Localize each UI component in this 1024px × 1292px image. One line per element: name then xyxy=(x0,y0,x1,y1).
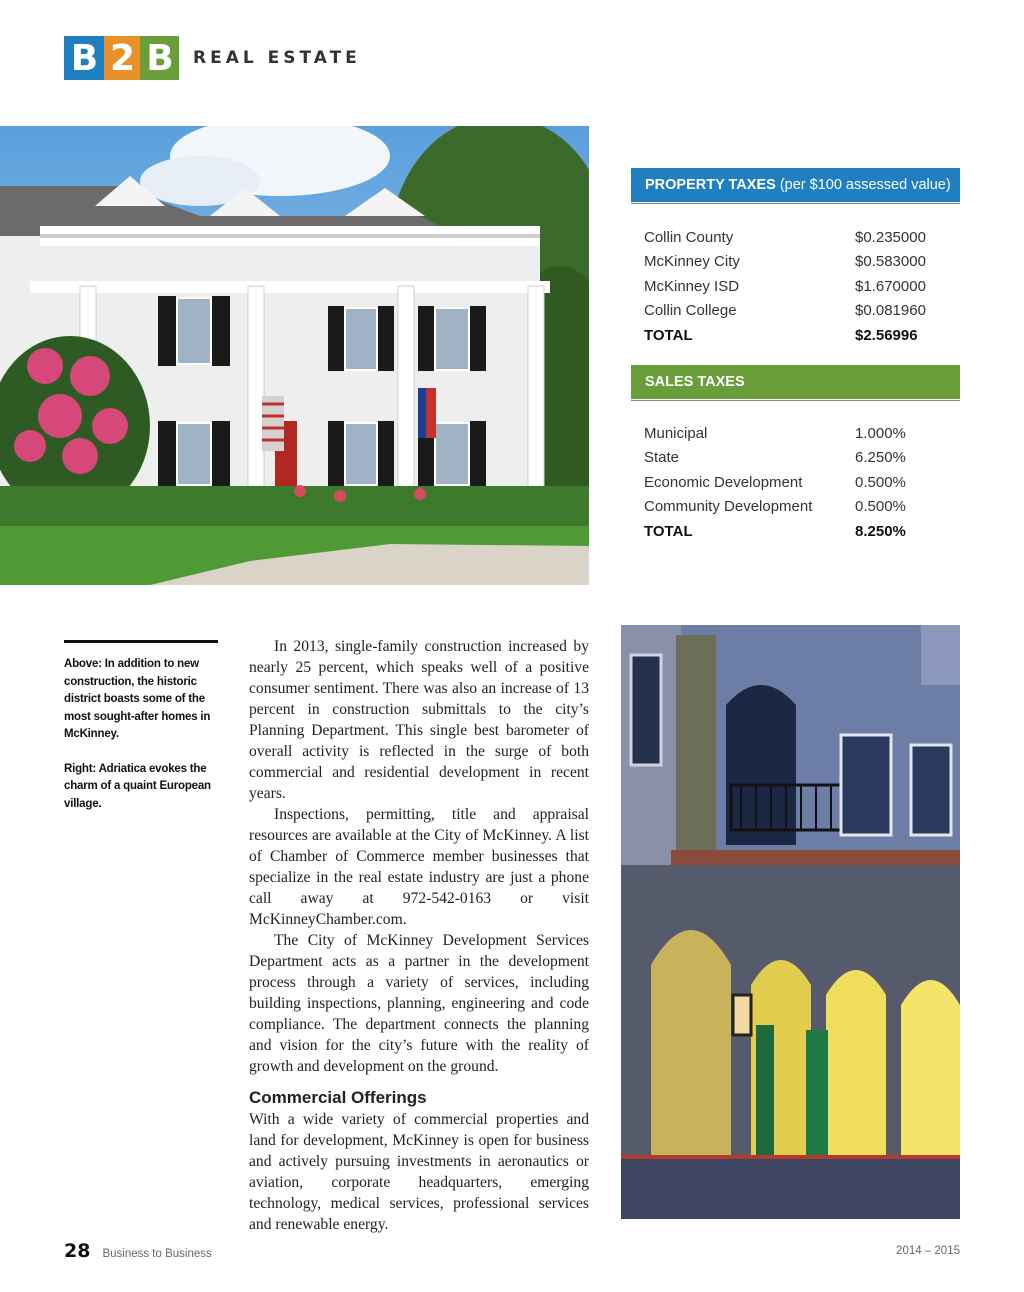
footer-left xyxy=(64,1240,212,1262)
property-taxes-header xyxy=(631,168,960,202)
table-total-row: TOTAL 8.250% xyxy=(644,522,906,540)
sales-taxes-title: SALES TAXES xyxy=(645,374,745,390)
property-taxes-title: PROPERTY TAXES xyxy=(645,177,776,193)
table-total-row: TOTAL $2.56996 xyxy=(644,326,918,344)
sales-taxes-table xyxy=(631,365,960,544)
table-row: Economic Development 0.500% xyxy=(644,473,906,491)
issue-year: 2014 – 2015 xyxy=(896,1245,960,1257)
article-paragraph: Inspections, permitting, title and appraisal resources are available at the City of McKinney. A list of Chamber of Commerce member businesses that specialize in the real estate industry are just a phone call away at 972-542-0163 or visit McKinneyChamber.com. xyxy=(249,806,589,928)
article-paragraph: The City of McKinney Development Services Department acts as a partner in the development process through a variety of services, including building inspections, planning, engineering and code compliance. The department connects the planning and vision for the city’s future with the reality of growth and development on the ground. xyxy=(249,932,589,1075)
section-heading: Commercial Offerings xyxy=(249,1088,427,1107)
table-row: Collin County $0.235000 xyxy=(644,228,926,246)
table-row: Municipal 1.000% xyxy=(644,424,906,442)
article-paragraph: With a wide variety of commercial properties and land for development, McKinney is open for business and actively pursuing investments in aeronautics or aviation, corporate headquarters, emerging technology, medical services, professional services and renewable energy. xyxy=(249,1111,589,1233)
publication-name: Business to Business xyxy=(102,1248,212,1260)
property-taxes-subtitle: (per $100 assessed value) xyxy=(779,177,951,193)
sales-taxes-header xyxy=(631,365,960,399)
table-row: McKinney ISD $1.670000 xyxy=(644,277,926,295)
caption-rule xyxy=(64,640,218,643)
section-title: REAL ESTATE xyxy=(193,48,361,68)
article-body xyxy=(249,636,589,1235)
table-row: Collin College $0.081960 xyxy=(644,302,926,320)
adriatica-photo xyxy=(621,625,960,1219)
header-logo xyxy=(64,36,361,80)
table-row: Community Development 0.500% xyxy=(644,498,906,516)
table-row: State 6.250% xyxy=(644,449,906,467)
photo-caption xyxy=(64,656,214,813)
page-number: 28 xyxy=(64,1240,91,1262)
article-paragraph: In 2013, single-family construction increased by nearly 25 percent, which speaks well of a positive consumer sentiment. There was also an increase of 13 percent in construction submittals to the city’s Planning Department. This single best barometer of overall activity is reflected in the surge of both commercial and residential development in recent years. xyxy=(249,638,589,802)
property-taxes-table xyxy=(631,168,960,348)
b2b-logo: B 2 B xyxy=(64,36,179,80)
caption-right: Right: Adriatica evokes the charm of a quaint European village. xyxy=(64,762,211,810)
table-row: McKinney City $0.583000 xyxy=(644,253,926,271)
historic-house-photo xyxy=(0,126,589,585)
caption-above: Above: In addition to new construction, the historic district boasts some of the most sought-after homes in McKinney. xyxy=(64,658,211,740)
